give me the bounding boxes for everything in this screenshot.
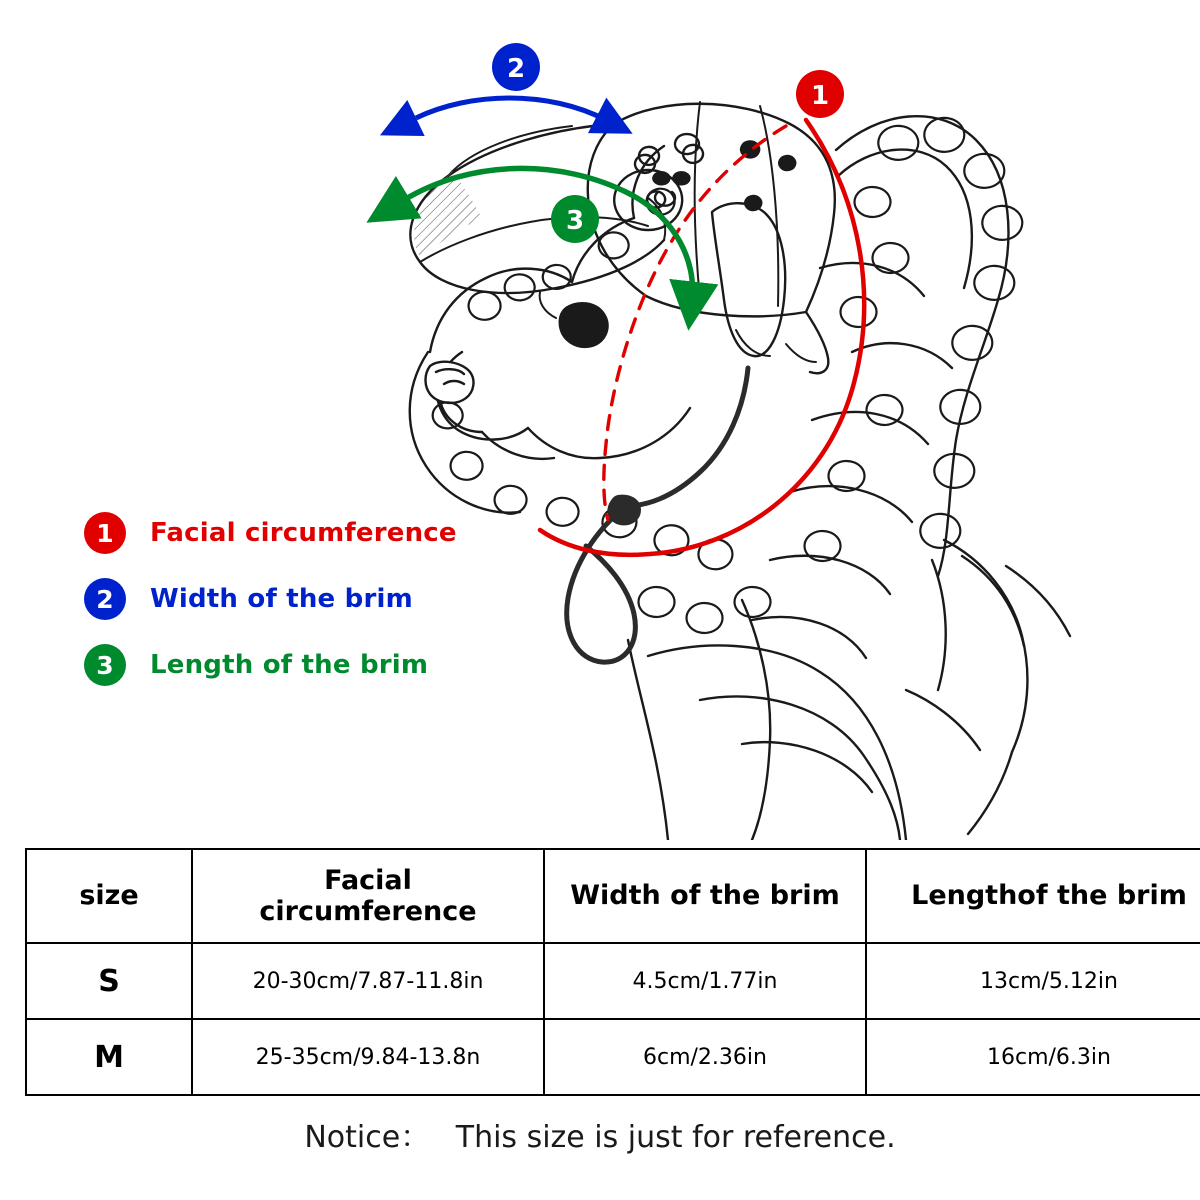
legend-item-facial-circumference: [84, 500, 524, 566]
legend-badge-1: 1: [84, 512, 126, 554]
legend-item-width-of-brim: [84, 566, 524, 632]
table-body: [26, 943, 1200, 1095]
legend-label-length-of-brim: Length of the brim: [150, 650, 429, 680]
svg-text:2: 2: [506, 54, 526, 84]
svg-text:1: 1: [810, 81, 830, 111]
legend-label-facial-circumference: Facial circumference: [150, 518, 457, 548]
header-size: size: [26, 849, 192, 943]
header-facial-circumference: [192, 849, 544, 943]
cell-size-m: M: [26, 1019, 192, 1095]
header-facial-circumference-line1: Facial: [324, 864, 412, 896]
legend: [84, 500, 524, 698]
legend-label-width-of-brim: Width of the brim: [150, 584, 413, 614]
legend-badge-2: 2: [84, 578, 126, 620]
svg-text:3: 3: [565, 206, 585, 236]
cell-width-s: 4.5cm/1.77in: [544, 943, 866, 1019]
table-header: [26, 849, 1200, 943]
legend-badge-3: 3: [84, 644, 126, 686]
table-header-row: [26, 849, 1200, 943]
cell-width-m: 6cm/2.36in: [544, 1019, 866, 1095]
table-row: [26, 943, 1200, 1019]
notice-label: Notice：: [304, 1120, 431, 1155]
size-table: [25, 848, 1200, 1096]
callout-badge-3: [551, 195, 599, 243]
header-width-of-brim: Width of the brim: [544, 849, 866, 943]
callout-badge-1: [796, 70, 844, 118]
notice: [0, 1112, 1200, 1156]
header-facial-circumference-line2: circumference: [259, 896, 477, 927]
cell-facial-circumference-m: 25-35cm/9.84-13.8n: [192, 1019, 544, 1095]
table-row: [26, 1019, 1200, 1095]
callout-badge-2: [492, 43, 540, 91]
cell-size-s: S: [26, 943, 192, 1019]
cell-facial-circumference-s: 20-30cm/7.87-11.8in: [192, 943, 544, 1019]
header-length-of-brim: Lengthof the brim: [866, 849, 1200, 943]
legend-item-length-of-brim: [84, 632, 524, 698]
cell-length-s: 13cm/5.12in: [866, 943, 1200, 1019]
notice-text: This size is just for reference.: [455, 1120, 896, 1155]
cell-length-m: 16cm/6.3in: [866, 1019, 1200, 1095]
